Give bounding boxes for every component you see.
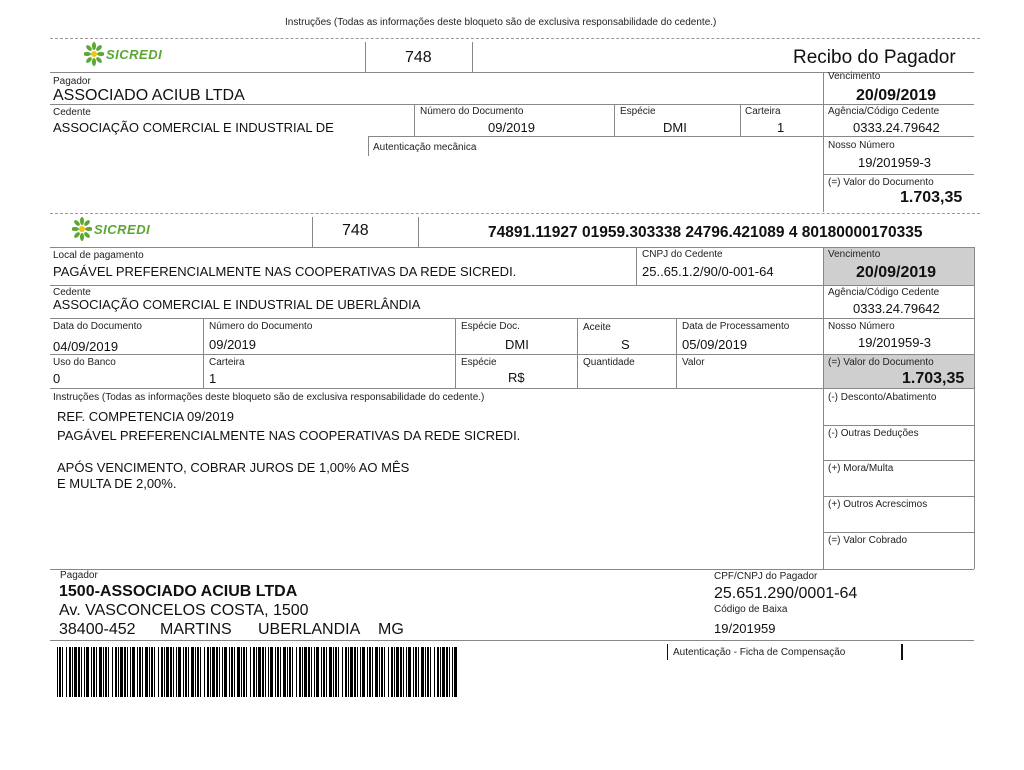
doc-number: 09/2019 <box>488 120 535 135</box>
instructions-label: Instruções (Todas as informações deste bloqueto são de exclusiva responsabilidade do cedente.) <box>53 392 485 403</box>
especie: DMI <box>663 120 687 135</box>
valor-label: Valor <box>682 357 705 368</box>
codigo-baixa: 19/201959 <box>714 621 776 636</box>
sicredi-logo <box>72 217 150 241</box>
rule <box>676 318 677 388</box>
rule <box>823 496 974 497</box>
receipt-title: Recibo do Pagador <box>793 47 956 68</box>
carteira-label: Carteira <box>745 106 781 117</box>
local-label: Local de pagamento <box>53 250 144 261</box>
due-date: 20/09/2019 <box>856 87 937 104</box>
pagador-label: Pagador <box>60 570 98 581</box>
compensation-auth-label: Autenticação - Ficha de Compensação <box>673 647 846 658</box>
mora-label: (+) Mora/Multa <box>828 463 894 474</box>
rule <box>418 217 419 247</box>
especie-label: Espécie <box>620 106 656 117</box>
divider <box>472 42 473 72</box>
rule <box>740 104 741 136</box>
rule <box>50 318 974 319</box>
data-doc: 04/09/2019 <box>53 339 119 354</box>
cedente-label: Cedente <box>53 107 91 118</box>
cut-line <box>50 38 980 39</box>
sicredi-flower-icon <box>84 42 104 66</box>
desconto-label: (-) Desconto/Abatimento <box>828 392 937 403</box>
pagador-uf: MG <box>378 621 404 638</box>
slip-agencia-label: Agência/Código Cedente <box>828 287 940 298</box>
rule <box>368 136 974 137</box>
rule <box>414 104 415 136</box>
rule <box>455 318 456 388</box>
slip-valor-doc: 1.703,35 <box>902 370 965 387</box>
rule <box>368 136 369 156</box>
rule <box>823 532 974 533</box>
cpf-pagador: 25.651.290/0001-64 <box>714 585 858 602</box>
slip-especie: R$ <box>508 370 525 385</box>
sicredi-wordmark: SICREDI <box>94 221 151 237</box>
instruction-line-2: PAGÁVEL PREFERENCIALMENTE NAS COOPERATIVAS DA REDE SICREDI. <box>57 428 521 443</box>
especie-doc: DMI <box>505 337 529 352</box>
valor-doc-label: (=) Valor do Documento <box>828 177 934 188</box>
slip-carteira-label: Carteira <box>209 357 245 368</box>
cedente-name: ASSOCIAÇÃO COMERCIAL E INDUSTRIAL DE <box>53 120 334 135</box>
deducoes-label: (-) Outras Deduções <box>828 428 919 439</box>
rule <box>312 217 313 247</box>
especie-doc-label: Espécie Doc. <box>461 321 520 332</box>
slip-nosso: 19/201959-3 <box>858 335 932 350</box>
rule <box>974 247 975 569</box>
baixa-label: Código de Baixa <box>714 604 788 615</box>
nosso-numero-label: Nosso Número <box>828 140 895 151</box>
payer-name: ASSOCIADO ACIUB LTDA <box>53 87 245 104</box>
num-doc: 09/2019 <box>209 337 256 352</box>
cut-line <box>50 213 980 214</box>
cpf-label: CPF/CNPJ do Pagador <box>714 571 818 582</box>
slip-cedente-label: Cedente <box>53 287 91 298</box>
uso-banco: 0 <box>53 371 61 386</box>
auth-mark-left <box>667 644 668 660</box>
num-doc-label: Número do Documento <box>209 321 313 332</box>
data-proc-label: Data de Processamento <box>682 321 790 332</box>
instruction-line-1: REF. COMPETENCIA 09/2019 <box>57 409 235 424</box>
barcode <box>57 647 460 697</box>
slip-due-date: 20/09/2019 <box>856 264 937 281</box>
quantidade-label: Quantidade <box>583 357 635 368</box>
rule <box>50 569 974 570</box>
acrescimos-label: (+) Outros Acrescimos <box>828 499 928 510</box>
slip-bank-code: 748 <box>342 222 369 239</box>
rule <box>50 640 974 641</box>
pagador-bairro: MARTINS <box>160 621 232 638</box>
rule <box>577 318 578 388</box>
slip-valor-doc-label: (=) Valor do Documento <box>828 357 934 368</box>
digitable-line: 74891.11927 01959.303338 24796.421089 4 80180000170335 <box>488 224 923 241</box>
slip-carteira: 1 <box>209 371 217 386</box>
cobrado-label: (=) Valor Cobrado <box>828 535 908 546</box>
aceite-label: Aceite <box>583 322 611 333</box>
sicredi-logo <box>84 42 162 66</box>
sicredi-flower-icon <box>72 217 92 241</box>
uso-banco-label: Uso do Banco <box>53 357 116 368</box>
aceite: S <box>621 337 630 352</box>
rule <box>823 247 824 569</box>
rule <box>50 388 974 389</box>
rule <box>823 72 824 212</box>
agencia-label: Agência/Código Cedente <box>828 106 940 117</box>
payer-label: Pagador <box>53 76 91 87</box>
cnpj-cedente: 25..65.1.2/90/0-001-64 <box>642 264 774 279</box>
auth-mark-right <box>901 644 903 660</box>
instruction-line-5: E MULTA DE 2,00%. <box>57 476 177 491</box>
pagador-name: 1500-ASSOCIADO ACIUB LTDA <box>59 583 298 600</box>
rule <box>203 318 204 388</box>
local-pagamento: PAGÁVEL PREFERENCIALMENTE NAS COOPERATIVAS DA REDE SICREDI. <box>53 264 517 279</box>
slip-especie-label: Espécie <box>461 357 497 368</box>
rule <box>50 104 974 105</box>
top-instructions: Instruções (Todas as informações deste bloqueto são de exclusiva responsabilidade do cedente.) <box>285 17 717 28</box>
pagador-city: UBERLANDIA <box>258 621 361 638</box>
divider <box>365 42 366 72</box>
slip-cedente: ASSOCIAÇÃO COMERCIAL E INDUSTRIAL DE UBERLÂNDIA <box>53 297 421 312</box>
due-date-label: Vencimento <box>828 71 881 82</box>
rule <box>614 104 615 136</box>
rule <box>823 174 974 175</box>
data-proc: 05/09/2019 <box>682 337 748 352</box>
sicredi-wordmark: SICREDI <box>106 46 163 62</box>
agencia: 0333.24.79642 <box>853 120 940 135</box>
pagador-cep: 38400-452 <box>59 621 136 638</box>
receipt-bank-code: 748 <box>405 49 432 66</box>
rule <box>823 425 974 426</box>
valor-doc: 1.703,35 <box>900 189 963 206</box>
cnpj-label: CNPJ do Cedente <box>642 249 723 260</box>
rule <box>50 285 974 286</box>
instruction-line-4: APÓS VENCIMENTO, COBRAR JUROS DE 1,00% AO MÊS <box>57 460 410 475</box>
slip-agencia: 0333.24.79642 <box>853 301 940 316</box>
doc-number-label: Número do Documento <box>420 106 524 117</box>
nosso-numero: 19/201959-3 <box>858 155 932 170</box>
mechanical-auth-label: Autenticação mecânica <box>373 142 477 153</box>
pagador-address: Av. VASCONCELOS COSTA, 1500 <box>59 602 309 619</box>
rule <box>823 460 974 461</box>
rule <box>636 247 637 285</box>
data-doc-label: Data do Documento <box>53 321 142 332</box>
slip-due-label: Vencimento <box>828 249 881 260</box>
slip-nosso-label: Nosso Número <box>828 321 895 332</box>
carteira: 1 <box>777 120 785 135</box>
